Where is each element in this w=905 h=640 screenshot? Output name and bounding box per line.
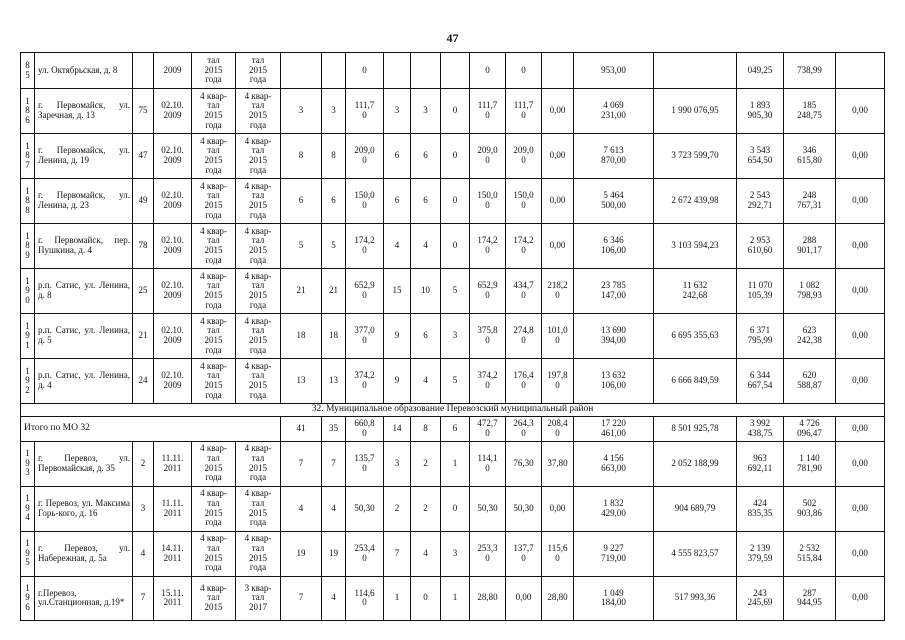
local-budget-cell: 248 767,31	[784, 179, 836, 224]
col11-cell: 6	[411, 134, 441, 179]
col12-cell: 5	[441, 359, 470, 404]
date-cell: 14.11. 2011	[154, 531, 192, 576]
other-cell: 0,00	[836, 224, 885, 269]
col11-cell: 4	[411, 224, 441, 269]
local-budget-cell: 185 248,75	[784, 89, 836, 134]
deadline-start-cell: 4 квар- тал 2015 года	[192, 224, 236, 269]
area-private-cell: 37,80	[542, 441, 574, 486]
area-municipal-cell: 0,00	[506, 576, 542, 620]
col7-cell	[281, 53, 322, 89]
total-c20: 0,00	[836, 416, 885, 441]
row-number-cell: 1 8 8	[21, 179, 35, 224]
col8-cell	[322, 53, 346, 89]
col8-cell: 19	[322, 531, 346, 576]
col3-cell: 21	[133, 314, 154, 359]
col3-cell	[133, 53, 154, 89]
local-budget-cell: 620 588,87	[784, 359, 836, 404]
col3-cell: 47	[133, 134, 154, 179]
area-total-cell: 111,7 0	[346, 89, 384, 134]
col3-cell: 7	[133, 576, 154, 620]
col11-cell: 2	[411, 441, 441, 486]
col3-cell: 49	[133, 179, 154, 224]
total-c9: 660,8 0	[346, 416, 384, 441]
area-cell: 111,7 0	[470, 89, 506, 134]
col12-cell: 3	[441, 531, 470, 576]
total-c16: 17 220 461,00	[574, 416, 654, 441]
table-row	[21, 134, 885, 179]
col12-cell: 1	[441, 576, 470, 620]
cost-total-cell: 23 785 147,00	[574, 269, 654, 314]
deadline-start-cell: 4 квар- тал 2015	[192, 576, 236, 620]
col10-cell: 2	[384, 486, 411, 531]
col3-cell: 2	[133, 441, 154, 486]
area-municipal-cell: 111,7 0	[506, 89, 542, 134]
date-cell: 15.11. 2011	[154, 576, 192, 620]
col12-cell: 0	[441, 89, 470, 134]
col10-cell: 6	[384, 134, 411, 179]
deadline-start-cell: 4 квар- тал 2015 года	[192, 179, 236, 224]
date-cell: 11.11. 2011	[154, 441, 192, 486]
table-row	[21, 314, 885, 359]
deadline-end-cell: 4 квар- тал 2015 года	[236, 441, 281, 486]
section-header	[21, 404, 885, 417]
area-municipal-cell: 434,7 0	[506, 269, 542, 314]
col8-cell: 7	[322, 441, 346, 486]
regional-budget-cell: 424 835,35	[737, 486, 784, 531]
col10-cell: 3	[384, 441, 411, 486]
deadline-end-cell: тал 2015 года	[236, 53, 281, 89]
date-cell: 02.10. 2009	[154, 359, 192, 404]
area-total-cell: 150,0 0	[346, 179, 384, 224]
area-total-cell: 377,0 0	[346, 314, 384, 359]
row-number-cell: 1 8 9	[21, 224, 35, 269]
fund-cell: 517 993,36	[654, 576, 737, 620]
regional-budget-cell: 963 692,11	[737, 441, 784, 486]
area-municipal-cell: 0	[506, 53, 542, 89]
other-cell: 0,00	[836, 89, 885, 134]
col12-cell: 3	[441, 314, 470, 359]
other-cell: 0,00	[836, 269, 885, 314]
other-cell: 0,00	[836, 179, 885, 224]
area-total-cell: 50,30	[346, 486, 384, 531]
regional-budget-cell: 2 139 379,59	[737, 531, 784, 576]
fund-cell: 6 666 849,59	[654, 359, 737, 404]
area-municipal-cell: 209,0 0	[506, 134, 542, 179]
fund-cell: 3 103 594,23	[654, 224, 737, 269]
local-budget-cell: 1 140 781,90	[784, 441, 836, 486]
table-row	[21, 89, 885, 134]
area-total-cell: 253,4 0	[346, 531, 384, 576]
date-cell: 11.11. 2011	[154, 486, 192, 531]
deadline-start-cell: 4 квар- тал 2015 года	[192, 441, 236, 486]
cost-total-cell: 6 346 106,00	[574, 224, 654, 269]
table-row	[21, 576, 885, 620]
deadline-start-cell: 4 квар- тал 2015 года	[192, 359, 236, 404]
area-total-cell: 174,2 0	[346, 224, 384, 269]
rows-before-section	[21, 53, 885, 404]
area-municipal-cell: 137,7 0	[506, 531, 542, 576]
col8-cell: 4	[322, 486, 346, 531]
col12-cell: 5	[441, 269, 470, 314]
date-cell: 02.10. 2009	[154, 134, 192, 179]
date-cell: 02.10. 2009	[154, 224, 192, 269]
area-municipal-cell: 174,2 0	[506, 224, 542, 269]
col8-cell: 6	[322, 179, 346, 224]
table-row	[21, 486, 885, 531]
col10-cell: 3	[384, 89, 411, 134]
col10-cell: 9	[384, 314, 411, 359]
deadline-start-cell: 4 квар- тал 2015 года	[192, 486, 236, 531]
area-private-cell: 0,00	[542, 134, 574, 179]
address-cell: г. Первомайск, ул. Заречная, д. 13	[35, 89, 133, 134]
regional-budget-cell: 2 543 292,71	[737, 179, 784, 224]
col11-cell: 2	[411, 486, 441, 531]
area-private-cell: 28,80	[542, 576, 574, 620]
regional-budget-cell: 243 245,69	[737, 576, 784, 620]
col8-cell: 5	[322, 224, 346, 269]
other-cell: 0,00	[836, 486, 885, 531]
area-total-cell: 135,7 0	[346, 441, 384, 486]
col7-cell: 5	[281, 224, 322, 269]
area-cell: 114,1 0	[470, 441, 506, 486]
area-municipal-cell: 176,4 0	[506, 359, 542, 404]
date-cell: 2009	[154, 53, 192, 89]
area-private-cell: 0,00	[542, 89, 574, 134]
local-budget-cell: 1 082 798,93	[784, 269, 836, 314]
local-budget-cell: 502 903,86	[784, 486, 836, 531]
local-budget-cell: 2 532 515,84	[784, 531, 836, 576]
area-municipal-cell: 150,0 0	[506, 179, 542, 224]
fund-cell: 11 632 242,68	[654, 269, 737, 314]
fund-cell: 6 695 355,63	[654, 314, 737, 359]
col7-cell: 8	[281, 134, 322, 179]
col3-cell: 75	[133, 89, 154, 134]
deadline-end-cell: 4 квар- тал 2015 года	[236, 359, 281, 404]
area-total-cell: 114,6 0	[346, 576, 384, 620]
col7-cell: 7	[281, 576, 322, 620]
local-budget-cell: 738,99	[784, 53, 836, 89]
total-c15: 208,4 0	[542, 416, 574, 441]
page-number: 47	[446, 31, 459, 45]
col10-cell: 9	[384, 359, 411, 404]
area-municipal-cell: 50,30	[506, 486, 542, 531]
col3-cell: 24	[133, 359, 154, 404]
deadline-end-cell: 4 квар- тал 2015 года	[236, 179, 281, 224]
rows-after-section	[21, 441, 885, 620]
area-private-cell: 0,00	[542, 224, 574, 269]
col10-cell: 15	[384, 269, 411, 314]
row-number-cell: 1 9 6	[21, 576, 35, 620]
deadline-start-cell: 4 квар- тал 2015 года	[192, 89, 236, 134]
cost-total-cell: 4 069 231,00	[574, 89, 654, 134]
row-number-cell: 1 8 6	[21, 89, 35, 134]
col7-cell: 4	[281, 486, 322, 531]
row-number-cell: 1 8 7	[21, 134, 35, 179]
deadline-start-cell: 4 квар- тал 2015 года	[192, 314, 236, 359]
regional-budget-cell: 3 543 654,50	[737, 134, 784, 179]
row-number-cell: 1 9 0	[21, 269, 35, 314]
col7-cell: 13	[281, 359, 322, 404]
col7-cell: 18	[281, 314, 322, 359]
table-row	[21, 179, 885, 224]
fund-cell: 3 723 599,70	[654, 134, 737, 179]
col10-cell: 7	[384, 531, 411, 576]
area-cell: 174,2 0	[470, 224, 506, 269]
area-cell: 28,80	[470, 576, 506, 620]
address-cell: г. Перевоз, ул. Максима Горь-кого, д. 16	[35, 486, 133, 531]
other-cell: 0,00	[836, 359, 885, 404]
local-budget-cell: 623 242,38	[784, 314, 836, 359]
row-number-cell: 1 9 4	[21, 486, 35, 531]
col3-cell: 4	[133, 531, 154, 576]
address-cell: г.Перевоз, ул.Станционная, д.19*	[35, 576, 133, 620]
area-private-cell: 0,00	[542, 179, 574, 224]
col12-cell: 0	[441, 224, 470, 269]
fund-cell: 904 689,79	[654, 486, 737, 531]
deadline-end-cell: 4 квар- тал 2015 года	[236, 486, 281, 531]
cost-total-cell: 953,00	[574, 53, 654, 89]
fund-cell: 2 052 188,99	[654, 441, 737, 486]
deadline-end-cell: 4 квар- тал 2015 года	[236, 224, 281, 269]
col12-cell: 1	[441, 441, 470, 486]
area-cell: 374,2 0	[470, 359, 506, 404]
deadline-end-cell: 4 квар- тал 2015 года	[236, 269, 281, 314]
area-cell: 209,0 0	[470, 134, 506, 179]
other-cell: 0,00	[836, 314, 885, 359]
other-cell: 0,00	[836, 531, 885, 576]
total-row-section	[21, 416, 885, 441]
col10-cell	[384, 53, 411, 89]
fund-cell: 4 555 823,57	[654, 531, 737, 576]
col11-cell: 3	[411, 89, 441, 134]
address-cell: г. Перевоз, ул. Первомайская, д. 35	[35, 441, 133, 486]
area-cell: 253,3 0	[470, 531, 506, 576]
area-total-cell: 374,2 0	[346, 359, 384, 404]
col12-cell: 0	[441, 486, 470, 531]
local-budget-cell: 346 615,80	[784, 134, 836, 179]
col11-cell: 4	[411, 359, 441, 404]
col8-cell: 3	[322, 89, 346, 134]
local-budget-cell: 287 944,95	[784, 576, 836, 620]
date-cell: 02.10. 2009	[154, 179, 192, 224]
deadline-start-cell: тал 2015 года	[192, 53, 236, 89]
total-c14: 264,3 0	[506, 416, 542, 441]
deadline-start-cell: 4 квар- тал 2015 года	[192, 269, 236, 314]
deadline-end-cell: 4 квар- тал 2015 года	[236, 134, 281, 179]
col7-cell: 19	[281, 531, 322, 576]
total-c7: 41	[281, 416, 322, 441]
area-private-cell: 197,8 0	[542, 359, 574, 404]
area-municipal-cell: 76,30	[506, 441, 542, 486]
table-row	[21, 53, 885, 89]
address-cell: р.п. Сатис, ул. Ленина, д. 4	[35, 359, 133, 404]
total-c12: 6	[441, 416, 470, 441]
col3-cell: 3	[133, 486, 154, 531]
col11-cell: 4	[411, 531, 441, 576]
regional-budget-cell: 2 953 610,60	[737, 224, 784, 269]
col3-cell: 25	[133, 269, 154, 314]
date-cell: 02.10. 2009	[154, 269, 192, 314]
area-private-cell: 0,00	[542, 486, 574, 531]
col12-cell	[441, 53, 470, 89]
other-cell: 0,00	[836, 576, 885, 620]
col11-cell: 6	[411, 179, 441, 224]
col7-cell: 6	[281, 179, 322, 224]
address-cell: р.п. Сатис, ул. Ленина, д. 5	[35, 314, 133, 359]
row-number-cell: 8 5	[21, 53, 35, 89]
total-c10: 14	[384, 416, 411, 441]
col11-cell	[411, 53, 441, 89]
col8-cell: 21	[322, 269, 346, 314]
area-cell: 652,9 0	[470, 269, 506, 314]
regional-budget-cell: 6 344 667,54	[737, 359, 784, 404]
col11-cell: 0	[411, 576, 441, 620]
address-cell: ул. Октябрьская, д. 8	[35, 53, 133, 89]
table-row	[21, 359, 885, 404]
cost-total-cell: 9 227 719,00	[574, 531, 654, 576]
regional-budget-cell: 049,25	[737, 53, 784, 89]
cost-total-cell: 5 464 500,00	[574, 179, 654, 224]
local-budget-cell: 288 901,17	[784, 224, 836, 269]
total-c19: 4 726 096,47	[784, 416, 836, 441]
total-c17: 8 501 925,78	[654, 416, 737, 441]
area-cell: 375,8 0	[470, 314, 506, 359]
area-private-cell: 218,2 0	[542, 269, 574, 314]
deadline-start-cell: 4 квар- тал 2015 года	[192, 531, 236, 576]
col8-cell: 4	[322, 576, 346, 620]
row-number-cell: 1 9 5	[21, 531, 35, 576]
total-c13: 472,7 0	[470, 416, 506, 441]
row-number-cell: 1 9 1	[21, 314, 35, 359]
regional-budget-cell: 1 893 905,30	[737, 89, 784, 134]
col8-cell: 8	[322, 134, 346, 179]
area-total-cell: 209,0 0	[346, 134, 384, 179]
regional-budget-cell: 11 070 105,39	[737, 269, 784, 314]
other-cell: 0,00	[836, 134, 885, 179]
total-c11: 8	[411, 416, 441, 441]
col3-cell: 78	[133, 224, 154, 269]
col10-cell: 1	[384, 576, 411, 620]
col10-cell: 6	[384, 179, 411, 224]
area-cell: 150,0 0	[470, 179, 506, 224]
total-c8: 35	[322, 416, 346, 441]
table-row	[21, 441, 885, 486]
fund-cell: 2 672 439,98	[654, 179, 737, 224]
table-row	[21, 531, 885, 576]
address-cell: г. Первомайск, пер. Пушкина, д. 4	[35, 224, 133, 269]
address-cell: г. Первомайск, ул. Ленина, д. 23	[35, 179, 133, 224]
address-cell: р.п. Сатис, ул. Ленина, д. 8	[35, 269, 133, 314]
row-number-cell: 1 9 2	[21, 359, 35, 404]
col8-cell: 18	[322, 314, 346, 359]
cost-total-cell: 13 632 106,00	[574, 359, 654, 404]
row-number-cell: 1 9 3	[21, 441, 35, 486]
section-title: 32. Муниципальное образование Перевозский муниципальный район	[21, 404, 885, 417]
col11-cell: 10	[411, 269, 441, 314]
deadline-start-cell: 4 квар- тал 2015 года	[192, 134, 236, 179]
area-municipal-cell: 274,8 0	[506, 314, 542, 359]
col7-cell: 21	[281, 269, 322, 314]
regional-budget-cell: 6 371 795,99	[737, 314, 784, 359]
cost-total-cell: 1 832 429,00	[574, 486, 654, 531]
area-private-cell: 101,0 0	[542, 314, 574, 359]
area-total-cell: 0	[346, 53, 384, 89]
total-row	[21, 416, 885, 441]
area-total-cell: 652,9 0	[346, 269, 384, 314]
table-row	[21, 269, 885, 314]
col8-cell: 13	[322, 359, 346, 404]
address-cell: г. Перевоз, ул. Набережная, д. 5а	[35, 531, 133, 576]
date-cell: 02.10. 2009	[154, 314, 192, 359]
col7-cell: 7	[281, 441, 322, 486]
housing-register-table	[20, 52, 885, 621]
cost-total-cell: 1 049 184,00	[574, 576, 654, 620]
total-label: Итого по МО 32	[21, 416, 281, 441]
address-cell: г. Первомайск, ул. Ленина, д. 19	[35, 134, 133, 179]
col12-cell: 0	[441, 134, 470, 179]
area-private-cell: 115,6 0	[542, 531, 574, 576]
deadline-end-cell: 4 квар- тал 2015 года	[236, 89, 281, 134]
deadline-end-cell: 3 квар- тал 2017	[236, 576, 281, 620]
area-cell: 0	[470, 53, 506, 89]
other-cell	[836, 53, 885, 89]
col12-cell: 0	[441, 179, 470, 224]
fund-cell	[654, 53, 737, 89]
area-cell: 50,30	[470, 486, 506, 531]
total-c18: 3 992 438,75	[737, 416, 784, 441]
cost-total-cell: 4 156 663,00	[574, 441, 654, 486]
table-row	[21, 224, 885, 269]
fund-cell: 1 990 076,95	[654, 89, 737, 134]
col7-cell: 3	[281, 89, 322, 134]
deadline-end-cell: 4 квар- тал 2015 года	[236, 314, 281, 359]
cost-total-cell: 13 690 394,00	[574, 314, 654, 359]
cost-total-cell: 7 613 870,00	[574, 134, 654, 179]
date-cell: 02.10. 2009	[154, 89, 192, 134]
area-private-cell	[542, 53, 574, 89]
deadline-end-cell: 4 квар- тал 2015 года	[236, 531, 281, 576]
other-cell: 0,00	[836, 441, 885, 486]
col10-cell: 4	[384, 224, 411, 269]
col11-cell: 6	[411, 314, 441, 359]
